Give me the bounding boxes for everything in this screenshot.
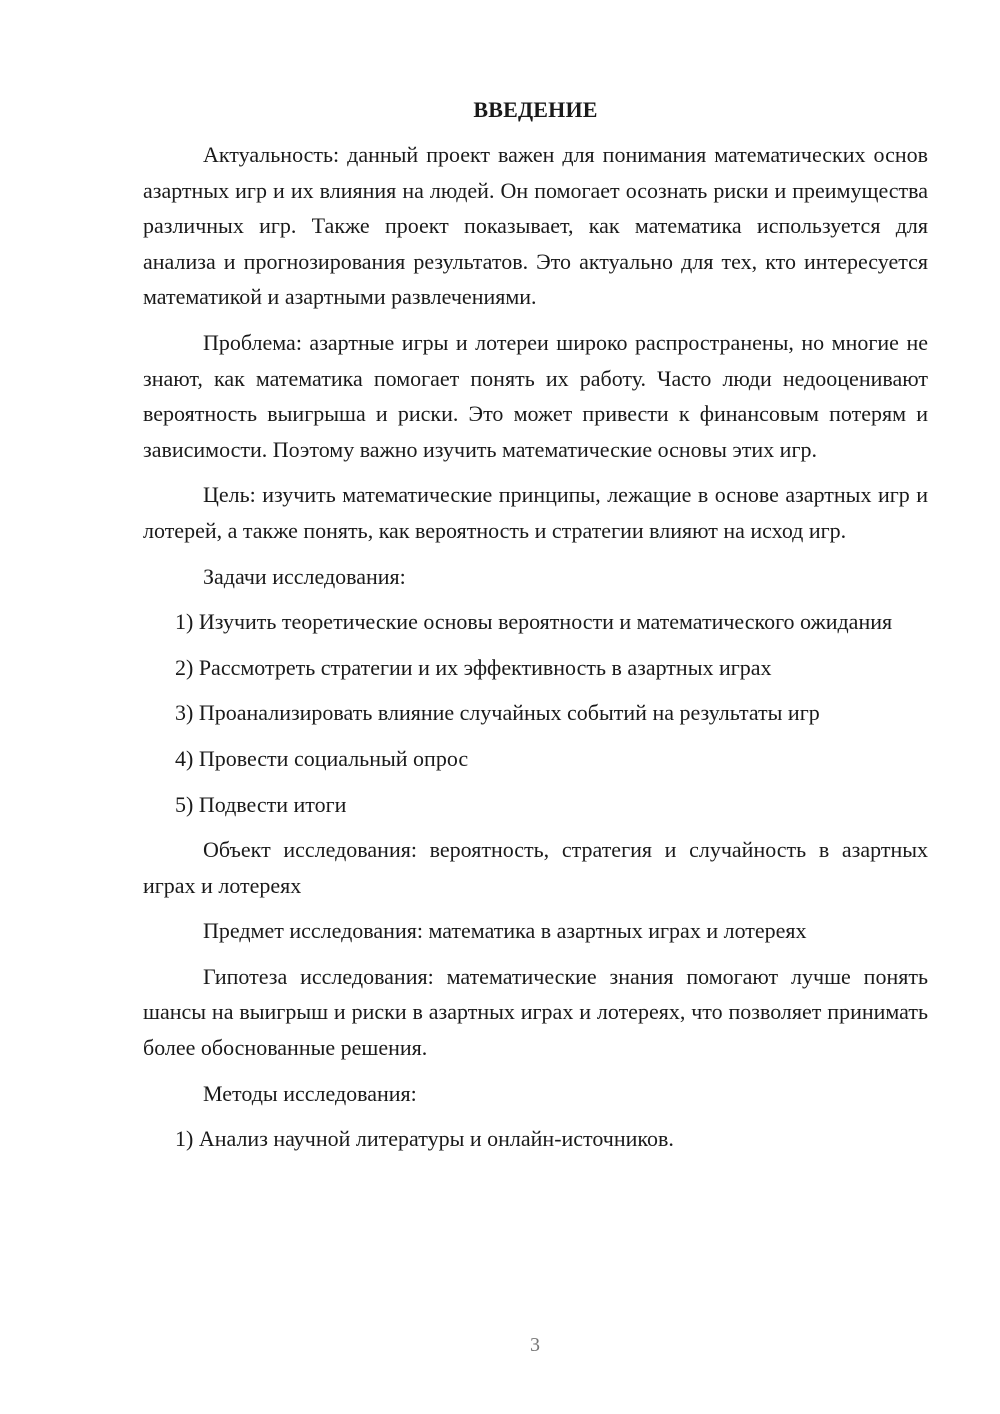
task-item-3: 3) Проанализировать влияние случайных событий на результаты игр xyxy=(175,700,820,726)
section-heading: ВВЕДЕНИЕ xyxy=(473,97,598,122)
task-item-4: 4) Провести социальный опрос xyxy=(175,745,469,771)
method-item-1: 1) Анализ научной литературы и онлайн-источников. xyxy=(175,1126,674,1152)
page-number: 3 xyxy=(530,1334,540,1356)
task-item-2: 2) Рассмотреть стратегии и их эффективность в азартных играх xyxy=(175,654,772,680)
tasks-heading: Задачи исследования: xyxy=(203,563,406,589)
object-paragraph: Объект исследования: вероятность, стратегия и случайность в азартных играх и лотереях xyxy=(143,837,928,898)
task-item-5: 5) Подвести итоги xyxy=(175,791,347,817)
actuality-paragraph: Актуальность: данный проект важен для понимания математических основ азартных игр и их влияния на людей. Он помогает осознать риски и преимущества различных игр. Также проект показывает, как математика используется для анализа и прогнозирования результатов. Это актуально для тех, кто интересуется математикой и азартными развлечениями. xyxy=(143,142,928,310)
hypothesis-paragraph: Гипотеза исследования: математические знания помогают лучше понять шансы на выигрыш и риски в азартных играх и лотереях, что позволяет принимать более обоснованные решения. xyxy=(143,963,928,1061)
methods-heading: Методы исследования: xyxy=(203,1080,417,1106)
document-page xyxy=(143,96,928,1167)
goal-paragraph: Цель: изучить математические принципы, лежащие в основе азартных игр и лотерей, а также понять, как вероятность и стратегии влияют на исход игр. xyxy=(143,482,928,543)
problem-paragraph: Проблема: азартные игры и лотереи широко распространены, но многие не знают, как математика помогает понять их работу. Часто люди недооценивают вероятность выигрыша и риски. Это может привести к финансовым потерям и зависимости. Поэтому важно изучить математические основы этих игр. xyxy=(143,329,928,462)
subject-paragraph: Предмет исследования: математика в азартных играх и лотереях xyxy=(203,918,807,944)
task-item-1: 1) Изучить теоретические основы вероятности и математического ожидания xyxy=(175,609,893,635)
